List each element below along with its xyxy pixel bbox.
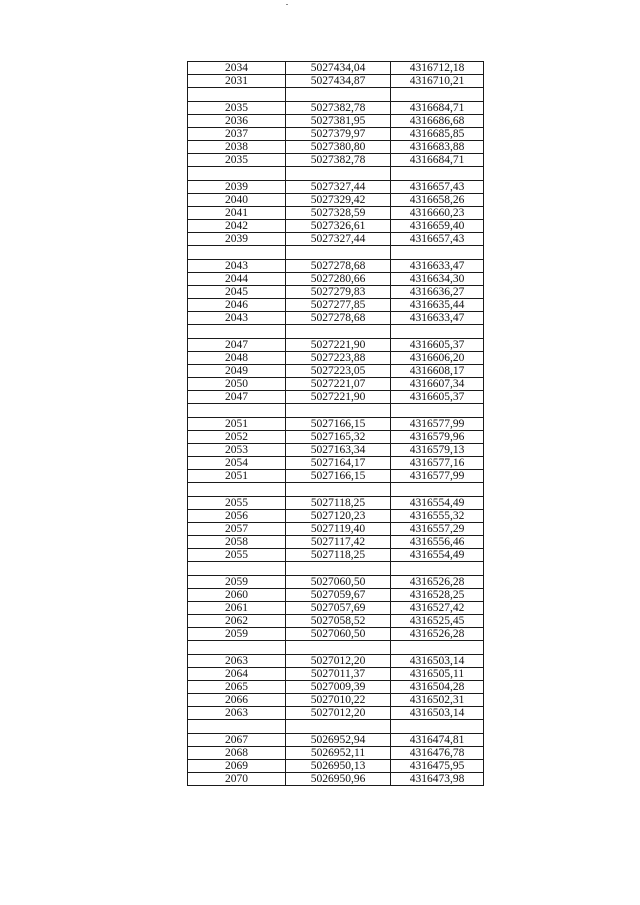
point-number-cell: 2069 [188,760,286,773]
table-row [188,62,484,75]
table-spacer-row [188,562,484,576]
point-number-cell: 2065 [188,681,286,694]
table-row [188,576,484,589]
x-coordinate-cell: 5027327,44 [286,181,391,194]
x-coordinate-cell: 5027221,90 [286,391,391,404]
point-number-cell: 2047 [188,339,286,352]
x-coordinate-cell: 5027223,88 [286,352,391,365]
point-number-cell: 2048 [188,352,286,365]
y-coordinate-cell: 4316710,21 [391,75,484,88]
table-row [188,312,484,325]
y-coordinate-cell: 4316527,42 [391,602,484,615]
x-coordinate-cell [286,88,391,102]
table-row [188,233,484,246]
x-coordinate-cell: 5027329,42 [286,194,391,207]
point-number-cell: 2063 [188,707,286,720]
point-number-cell: 2063 [188,655,286,668]
x-coordinate-cell: 5027058,52 [286,615,391,628]
x-coordinate-cell: 5027012,20 [286,707,391,720]
y-coordinate-cell: 4316577,99 [391,418,484,431]
point-number-cell: 2064 [188,668,286,681]
x-coordinate-cell [286,720,391,734]
table-row [188,628,484,641]
x-coordinate-cell [286,641,391,655]
point-number-cell [188,562,286,576]
point-number-cell [188,167,286,181]
x-coordinate-cell: 5027120,23 [286,510,391,523]
point-number-cell: 2035 [188,102,286,115]
y-coordinate-cell: 4316525,45 [391,615,484,628]
y-coordinate-cell: 4316526,28 [391,576,484,589]
y-coordinate-cell: 4316476,78 [391,747,484,760]
x-coordinate-cell: 5027328,59 [286,207,391,220]
x-coordinate-cell: 5027119,40 [286,523,391,536]
table-row [188,694,484,707]
x-coordinate-cell: 5027166,15 [286,418,391,431]
y-coordinate-cell: 4316577,99 [391,470,484,483]
x-coordinate-cell: 5027380,80 [286,141,391,154]
x-coordinate-cell: 5027382,78 [286,102,391,115]
y-coordinate-cell: 4316660,23 [391,207,484,220]
point-number-cell: 2036 [188,115,286,128]
table-row [188,602,484,615]
y-coordinate-cell: 4316503,14 [391,655,484,668]
point-number-cell: 2051 [188,418,286,431]
point-number-cell: 2068 [188,747,286,760]
table-spacer-row [188,167,484,181]
x-coordinate-cell: 5027009,39 [286,681,391,694]
table-spacer-row [188,720,484,734]
y-coordinate-cell: 4316684,71 [391,102,484,115]
x-coordinate-cell: 5027379,97 [286,128,391,141]
table-row [188,457,484,470]
table-row [188,589,484,602]
x-coordinate-cell: 5027434,87 [286,75,391,88]
table-row [188,707,484,720]
point-number-cell: 2059 [188,576,286,589]
table-row [188,154,484,167]
point-number-cell: 2047 [188,391,286,404]
table-row [188,391,484,404]
x-coordinate-cell: 5026952,94 [286,734,391,747]
point-number-cell: 2039 [188,233,286,246]
table-row [188,339,484,352]
y-coordinate-cell: 4316504,28 [391,681,484,694]
table-row [188,418,484,431]
y-coordinate-cell: 4316712,18 [391,62,484,75]
y-coordinate-cell: 4316555,32 [391,510,484,523]
point-number-cell: 2040 [188,194,286,207]
point-number-cell [188,641,286,655]
point-number-cell: 2055 [188,549,286,562]
point-number-cell: 2049 [188,365,286,378]
point-number-cell: 2042 [188,220,286,233]
x-coordinate-cell: 5026952,11 [286,747,391,760]
y-coordinate-cell: 4316685,85 [391,128,484,141]
point-number-cell: 2070 [188,773,286,786]
table-row [188,260,484,273]
table-row [188,431,484,444]
y-coordinate-cell: 4316686,68 [391,115,484,128]
table-row [188,141,484,154]
table-row [188,536,484,549]
y-coordinate-cell: 4316554,49 [391,497,484,510]
x-coordinate-cell: 5027221,90 [286,339,391,352]
point-number-cell: 2045 [188,286,286,299]
table-row [188,655,484,668]
table-row [188,352,484,365]
x-coordinate-cell: 5027164,17 [286,457,391,470]
x-coordinate-cell: 5027166,15 [286,470,391,483]
y-coordinate-cell: 4316554,49 [391,549,484,562]
x-coordinate-cell: 5027326,61 [286,220,391,233]
point-number-cell: 2060 [188,589,286,602]
point-number-cell: 2035 [188,154,286,167]
table-spacer-row [188,404,484,418]
point-number-cell: 2061 [188,602,286,615]
x-coordinate-cell: 5027278,68 [286,312,391,325]
table-row [188,299,484,312]
x-coordinate-cell: 5027221,07 [286,378,391,391]
point-number-cell: 2055 [188,497,286,510]
x-coordinate-cell [286,167,391,181]
y-coordinate-cell: 4316684,71 [391,154,484,167]
y-coordinate-cell [391,167,484,181]
table-spacer-row [188,88,484,102]
y-coordinate-cell [391,325,484,339]
table-row [188,615,484,628]
point-number-cell: 2031 [188,75,286,88]
point-number-cell: 2066 [188,694,286,707]
table-row [188,510,484,523]
x-coordinate-cell: 5027010,22 [286,694,391,707]
point-number-cell: 2067 [188,734,286,747]
x-coordinate-cell: 5027381,95 [286,115,391,128]
table-row [188,194,484,207]
x-coordinate-cell [286,246,391,260]
point-number-cell: 2037 [188,128,286,141]
coordinates-table-body [188,62,484,786]
point-number-cell: 2039 [188,181,286,194]
y-coordinate-cell: 4316659,40 [391,220,484,233]
x-coordinate-cell: 5027280,66 [286,273,391,286]
x-coordinate-cell [286,562,391,576]
y-coordinate-cell [391,88,484,102]
x-coordinate-cell: 5027382,78 [286,154,391,167]
table-spacer-row [188,641,484,655]
point-number-cell [188,246,286,260]
y-coordinate-cell: 4316473,98 [391,773,484,786]
point-number-cell: 2051 [188,470,286,483]
x-coordinate-cell: 5027223,05 [286,365,391,378]
x-coordinate-cell [286,325,391,339]
y-coordinate-cell: 4316526,28 [391,628,484,641]
point-number-cell: 2043 [188,312,286,325]
table-row [188,747,484,760]
point-number-cell [188,88,286,102]
point-number-cell: 2041 [188,207,286,220]
point-number-cell [188,325,286,339]
x-coordinate-cell: 5027057,69 [286,602,391,615]
y-coordinate-cell: 4316579,13 [391,444,484,457]
x-coordinate-cell: 5027118,25 [286,497,391,510]
point-number-cell: 2053 [188,444,286,457]
y-coordinate-cell: 4316657,43 [391,233,484,246]
table-row [188,760,484,773]
table-row [188,681,484,694]
table-row [188,523,484,536]
point-number-cell: 2038 [188,141,286,154]
y-coordinate-cell: 4316633,47 [391,312,484,325]
x-coordinate-cell: 5027327,44 [286,233,391,246]
point-number-cell [188,720,286,734]
point-number-cell: 2050 [188,378,286,391]
y-coordinate-cell: 4316505,11 [391,668,484,681]
point-number-cell: 2056 [188,510,286,523]
coordinates-table [187,61,484,786]
x-coordinate-cell: 5027165,32 [286,431,391,444]
table-spacer-row [188,325,484,339]
y-coordinate-cell: 4316605,37 [391,391,484,404]
table-spacer-row [188,246,484,260]
y-coordinate-cell [391,641,484,655]
x-coordinate-cell: 5027011,37 [286,668,391,681]
x-coordinate-cell: 5027060,50 [286,576,391,589]
table-spacer-row [188,483,484,497]
y-coordinate-cell [391,720,484,734]
table-row [188,286,484,299]
y-coordinate-cell: 4316475,95 [391,760,484,773]
x-coordinate-cell: 5027277,85 [286,299,391,312]
y-coordinate-cell [391,246,484,260]
y-coordinate-cell: 4316607,34 [391,378,484,391]
coordinates-table-container [187,61,483,786]
x-coordinate-cell [286,404,391,418]
x-coordinate-cell [286,483,391,497]
y-coordinate-cell: 4316606,20 [391,352,484,365]
x-coordinate-cell: 5027278,68 [286,260,391,273]
y-coordinate-cell: 4316528,25 [391,589,484,602]
y-coordinate-cell: 4316608,17 [391,365,484,378]
point-number-cell [188,483,286,497]
table-row [188,207,484,220]
y-coordinate-cell: 4316636,27 [391,286,484,299]
table-row [188,128,484,141]
y-coordinate-cell: 4316605,37 [391,339,484,352]
table-row [188,102,484,115]
table-row [188,181,484,194]
point-number-cell: 2052 [188,431,286,444]
x-coordinate-cell: 5027060,50 [286,628,391,641]
table-row [188,378,484,391]
y-coordinate-cell: 4316657,43 [391,181,484,194]
point-number-cell [188,404,286,418]
table-row [188,365,484,378]
x-coordinate-cell: 5027279,83 [286,286,391,299]
table-row [188,115,484,128]
y-coordinate-cell: 4316635,44 [391,299,484,312]
y-coordinate-cell: 4316634,30 [391,273,484,286]
x-coordinate-cell: 5027118,25 [286,549,391,562]
table-row [188,444,484,457]
table-row [188,470,484,483]
x-coordinate-cell: 5027059,67 [286,589,391,602]
y-coordinate-cell [391,562,484,576]
y-coordinate-cell: 4316683,88 [391,141,484,154]
point-number-cell: 2062 [188,615,286,628]
table-row [188,773,484,786]
x-coordinate-cell: 5027117,42 [286,536,391,549]
y-coordinate-cell: 4316502,31 [391,694,484,707]
y-coordinate-cell [391,404,484,418]
x-coordinate-cell: 5027012,20 [286,655,391,668]
table-row [188,273,484,286]
y-coordinate-cell: 4316557,29 [391,523,484,536]
table-row [188,497,484,510]
y-coordinate-cell: 4316658,26 [391,194,484,207]
table-row [188,734,484,747]
y-coordinate-cell: 4316556,46 [391,536,484,549]
table-row [188,220,484,233]
y-coordinate-cell [391,483,484,497]
table-row [188,668,484,681]
y-coordinate-cell: 4316474,81 [391,734,484,747]
y-coordinate-cell: 4316503,14 [391,707,484,720]
point-number-cell: 2057 [188,523,286,536]
y-coordinate-cell: 4316577,16 [391,457,484,470]
y-coordinate-cell: 4316579,96 [391,431,484,444]
point-number-cell: 2043 [188,260,286,273]
point-number-cell: 2044 [188,273,286,286]
point-number-cell: 2054 [188,457,286,470]
x-coordinate-cell: 5027434,04 [286,62,391,75]
point-number-cell: 2046 [188,299,286,312]
point-number-cell: 2034 [188,62,286,75]
point-number-cell: 2059 [188,628,286,641]
point-number-cell: 2058 [188,536,286,549]
x-coordinate-cell: 5027163,34 [286,444,391,457]
table-row [188,75,484,88]
x-coordinate-cell: 5026950,96 [286,773,391,786]
y-coordinate-cell: 4316633,47 [391,260,484,273]
scan-speck [286,4,288,5]
table-row [188,549,484,562]
x-coordinate-cell: 5026950,13 [286,760,391,773]
